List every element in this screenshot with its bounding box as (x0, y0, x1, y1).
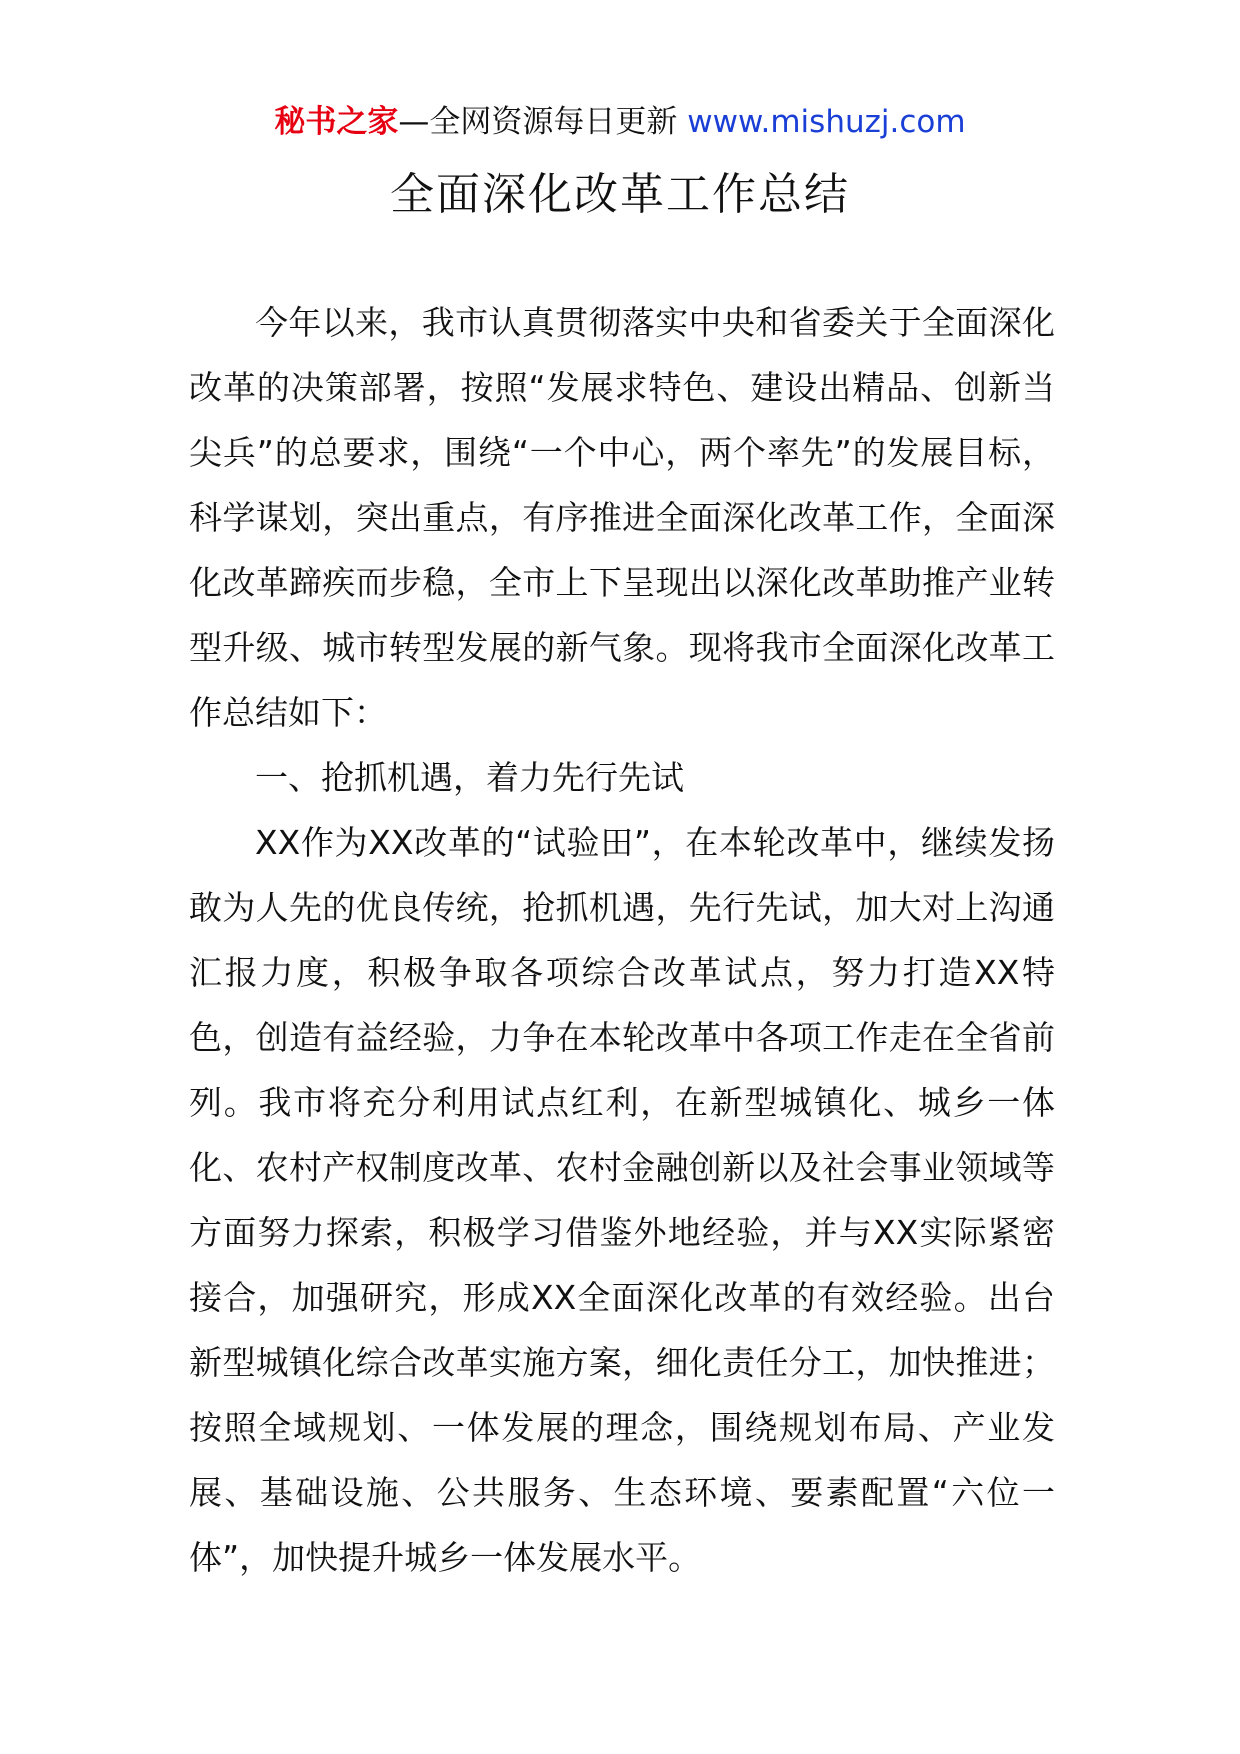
site-brand: 秘书之家 (274, 104, 399, 140)
section-paragraph: XX作为XX改革的“试验田”，在本轮改革中，继续发扬敢为人先的优良传统，抢抓机遇，先行先试，加大对上沟通汇报力度，积极争取各项综合改革试点，努力打造XX特色，创造有益经验，力争在本轮改革中各项工作走在全省前列。我市将充分利用试点红利，在新型城镇化、城乡一体化、农村产权制度改革、农村金融创新以及社会事业领域等方面努力探索，积极学习借鉴外地经验，并与XX实际紧密接合，加强研究，形成XX全面深化改革的有效经验。出台新型城镇化综合改革实施方案，细化责任分工，加快推进；按照全域规划、一体发展的理念，围绕规划布局、产业发展、基础设施、公共服务、生态环境、要素配置“六位一体”，加快提升城乡一体发展水平。 (189, 823, 1055, 1577)
intro-paragraph: 今年以来，我市认真贯彻落实中央和省委关于全面深化改革的决策部署，按照“发展求特色、建设出精品、创新当尖兵”的总要求，围绕“一个中心，两个率先”的发展目标，科学谋划，突出重点，有序推进全面深化改革工作，全面深化改革蹄疾而步稳，全市上下呈现出以深化改革助推产业转型升级、城市转型发展的新气象。现将我市全面深化改革工作总结如下： (189, 303, 1055, 732)
site-header (0, 100, 1240, 144)
site-url-link[interactable]: www.mishuzj.com (687, 104, 966, 140)
site-tagline: —全网资源每日更新 (398, 104, 688, 140)
document-body (189, 290, 1055, 1590)
document-title: 全面深化改革工作总结 (390, 169, 850, 220)
section-heading: 一、抢抓机遇，着力先行先试 (255, 758, 684, 797)
